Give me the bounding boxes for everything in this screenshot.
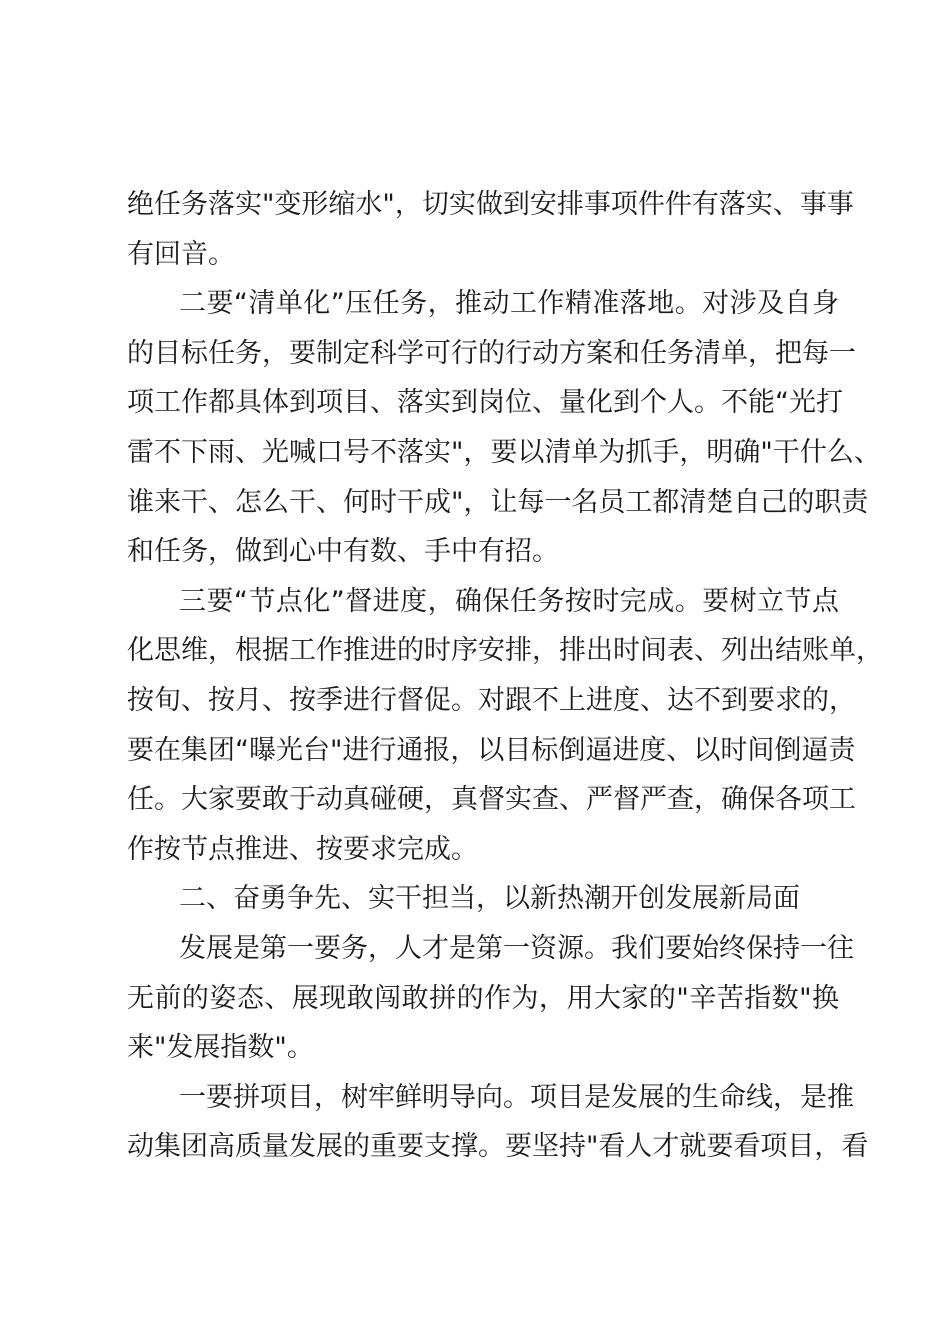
- document-body: [127, 180, 883, 1172]
- text-line: 和任务，做到心中有数、手中有招。: [127, 536, 559, 568]
- text-line: 有回音。: [127, 238, 235, 270]
- text-line: 二要“清单化”压任务，推动工作精准落地。对涉及自身: [179, 288, 839, 320]
- text-line: 谁来干、怎么干、何时干成"，让每一名员工都清楚自己的职责: [127, 486, 869, 518]
- text-line: 作按节点推进、按要求完成。: [127, 833, 478, 865]
- text-line: 化思维，根据工作推进的时序安排，排出时间表、列出结账单，: [127, 635, 883, 667]
- text-line: 要在集团“曝光台"进行通报，以目标倒逼进度、以时间倒逼责: [127, 734, 856, 766]
- text-line: 绝任务落实"变形缩水"，切实做到安排事项件件有落实、事事: [127, 189, 854, 220]
- text-line: 发展是第一要务，人才是第一资源。我们要始终保持一往: [179, 932, 854, 964]
- text-line: 任。大家要敢于动真碰硬，真督实查、严督严查，确保各项工: [127, 784, 856, 816]
- text-line: 动集团高质量发展的重要支撑。要坚持"看人才就要看项目，看: [127, 1131, 869, 1163]
- text-line: 无前的姿态、展现敢闯敢拼的作为，用大家的"辛苦指数"换: [127, 982, 839, 1014]
- text-line: 雷不下雨、光喊口号不落实"，要以清单为抓手，明确"干什么、: [127, 436, 881, 468]
- text-line: 三要“节点化”督进度，确保任务按时完成。要树立节点: [179, 585, 839, 617]
- section-heading: 二、奋勇争先、实干担当，以新热潮开创发展新局面: [179, 883, 800, 915]
- text-line: 按旬、按月、按季进行督促。对跟不上进度、达不到要求的，: [127, 684, 856, 716]
- text-line: 一要拼项目，树牢鲜明导向。项目是发展的生命线，是推: [179, 1081, 854, 1113]
- text-line: 的目标任务，要制定科学可行的行动方案和任务清单，把每一: [127, 337, 856, 369]
- text-line: 项工作都具体到项目、落实到岗位、量化到个人。不能“光打: [127, 387, 843, 419]
- text-line: 来"发展指数"。: [127, 1032, 314, 1064]
